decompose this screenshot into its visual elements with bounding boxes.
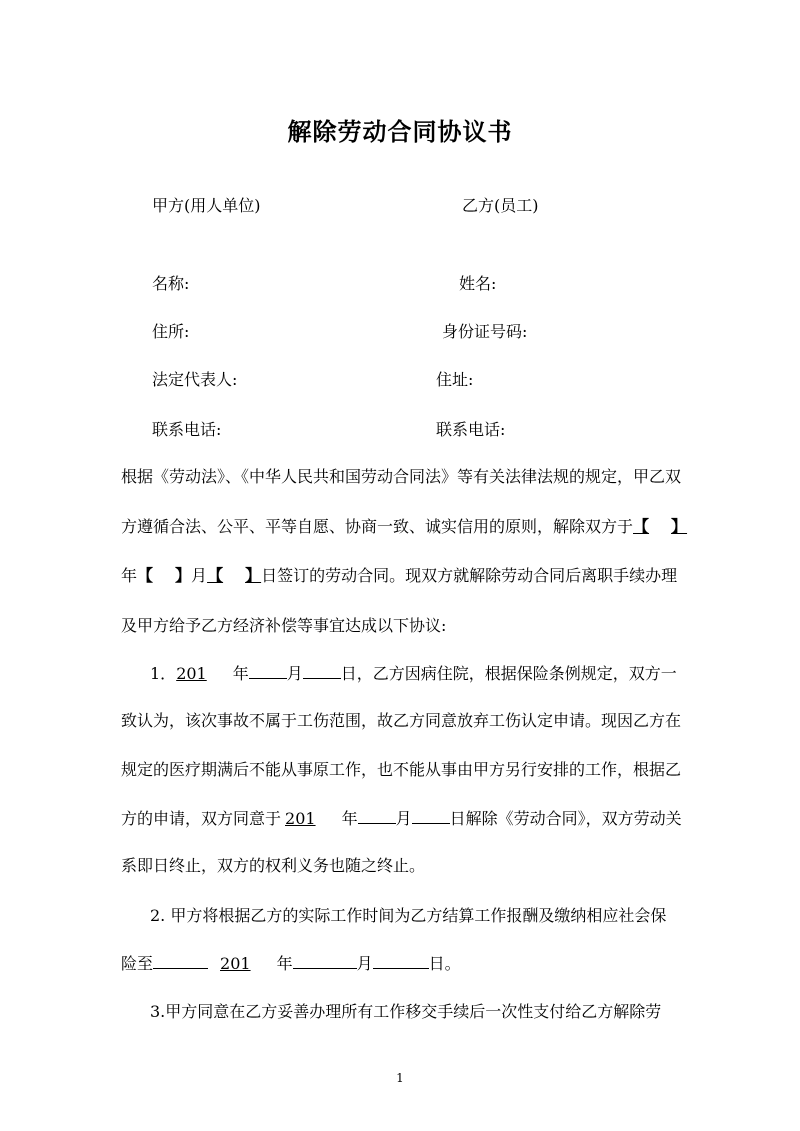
clause-1-number: 1． bbox=[150, 664, 177, 683]
signing-day-bracket[interactable]: 【 】 bbox=[207, 566, 262, 585]
clause-1-year-field[interactable]: 201 bbox=[176, 664, 207, 683]
clause-1-line-5: 系即日终止，双方的权利义务也随之终止。 bbox=[121, 856, 426, 875]
document-title: 解除劳动合同协议书 bbox=[287, 117, 513, 146]
clause-1-line-2: 致认为，该次事故不属于工伤范围，故乙方同意放弃工伤认定申请。现因乙方在 bbox=[121, 711, 682, 730]
clause-2-line-2 bbox=[121, 953, 461, 974]
clause-2-month-label: 月 bbox=[356, 954, 373, 973]
clause-1-line-3: 规定的医疗期满后不能从事原工作，也不能从事由甲方另行安排的工作，根据乙 bbox=[121, 760, 682, 779]
clause-1-day-blank[interactable] bbox=[303, 663, 341, 679]
party-b-address-label: 住址: bbox=[436, 370, 474, 389]
clause-1-line-4-prefix: 方的申请，双方同意于 bbox=[121, 809, 282, 828]
party-a-phone-label: 联系电话: bbox=[152, 420, 222, 439]
clause-1-line-1 bbox=[150, 663, 677, 684]
clause-1-termination-year-label: 年 bbox=[341, 809, 358, 828]
signing-year-bracket[interactable]: 【 】 bbox=[633, 517, 688, 536]
intro-line-2-text: 方遵循合法、公平、平等自愿、协商一致、诚实信用的原则，解除双方于 bbox=[121, 517, 634, 536]
clause-1-termination-day-blank[interactable] bbox=[412, 808, 450, 824]
clause-2-year-label: 年 bbox=[276, 954, 293, 973]
clause-2-year-field[interactable]: 201 bbox=[220, 954, 251, 973]
intro-line-1: 根据《劳动法》、《中华人民共和国劳动合同法》等有关法律法规的规定，甲乙双 bbox=[121, 467, 682, 486]
party-a-address-label: 住所: bbox=[152, 322, 190, 341]
clause-1-termination-month-blank[interactable] bbox=[358, 808, 396, 824]
clause-2-line-1: 2. 甲方将根据乙方的实际工作时间为乙方结算工作报酬及缴纳相应社会保 bbox=[150, 906, 667, 925]
clause-1-line-1-text: 日，乙方因病住院，根据保险条例规定，双方一 bbox=[340, 664, 677, 683]
party-a-header: 甲方(用人单位) bbox=[152, 196, 261, 215]
party-a-name-label: 名称: bbox=[152, 274, 190, 293]
clause-2-day-blank[interactable] bbox=[373, 953, 429, 969]
clause-2-blank-1[interactable] bbox=[153, 953, 208, 969]
party-b-id-label: 身份证号码: bbox=[442, 322, 528, 341]
party-b-name-label: 姓名: bbox=[459, 274, 497, 293]
clause-2-line-2-prefix: 险至 bbox=[121, 954, 154, 973]
clause-2-day-label: 日。 bbox=[428, 954, 461, 973]
clause-3-line-1: 3.甲方同意在乙方妥善办理所有工作移交手续后一次性支付给乙方解除劳 bbox=[150, 1002, 662, 1021]
clause-2-month-blank[interactable] bbox=[293, 953, 357, 969]
clause-1-month-label: 月 bbox=[286, 664, 303, 683]
intro-line-3 bbox=[121, 566, 677, 586]
clause-1-line-4 bbox=[121, 808, 682, 829]
party-b-header: 乙方(员工) bbox=[462, 196, 539, 215]
intro-line-2 bbox=[121, 517, 687, 537]
clause-1-year-label: 年 bbox=[232, 664, 249, 683]
page-number: 1 bbox=[396, 1071, 404, 1085]
clause-1-termination-month-label: 月 bbox=[395, 809, 412, 828]
intro-line-4: 及甲方给予乙方经济补偿等事宜达成以下协议: bbox=[121, 616, 447, 635]
year-label: 年 bbox=[121, 566, 138, 585]
clause-1-month-blank[interactable] bbox=[249, 663, 287, 679]
clause-1-termination-year-field[interactable]: 201 bbox=[285, 809, 316, 828]
clause-1-line-4-suffix: 日解除《劳动合同》，双方劳动关 bbox=[449, 809, 682, 828]
signing-month-bracket[interactable]: 【 】 bbox=[137, 566, 192, 585]
party-a-legal-rep-label: 法定代表人: bbox=[152, 370, 238, 389]
month-label: 月 bbox=[191, 566, 208, 585]
party-b-phone-label: 联系电话: bbox=[436, 420, 506, 439]
intro-line-3-text: 日签订的劳动合同。现双方就解除劳动合同后离职手续办理 bbox=[261, 566, 678, 585]
